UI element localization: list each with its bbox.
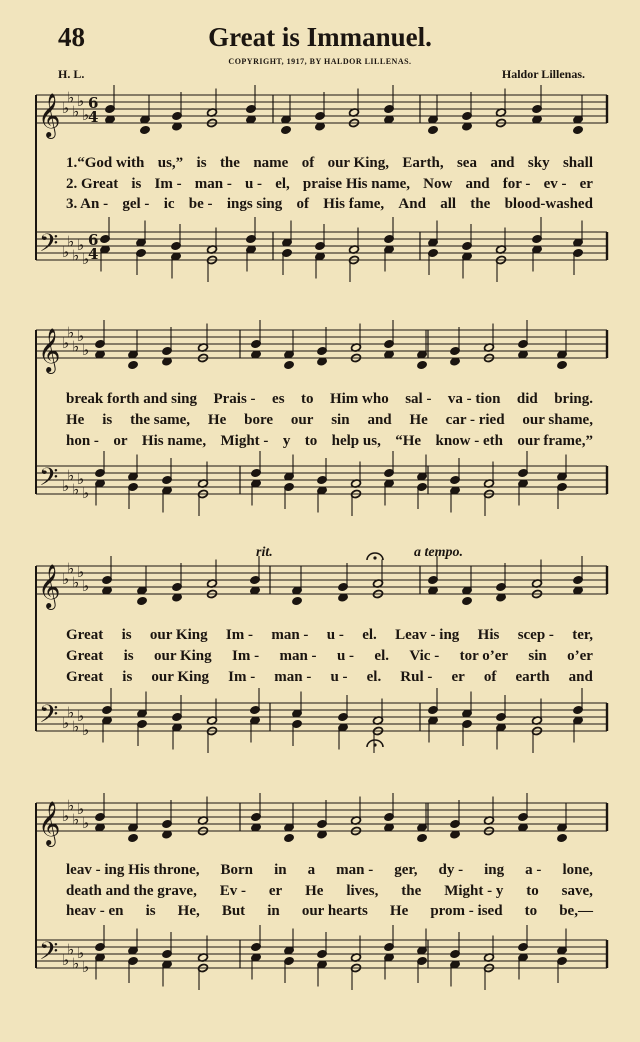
lyric-syllable: save, [561, 883, 593, 899]
lyric-syllable: Im - [232, 648, 260, 664]
lyric-syllable: er [268, 883, 283, 899]
lyric-syllable: car - ried [445, 412, 505, 428]
lyric-syllable: of [296, 196, 310, 212]
lyric-syllable: is [196, 155, 207, 171]
lyric-syllable: man - [271, 627, 309, 643]
flat-icon: ♭ [62, 99, 70, 117]
note-head [128, 833, 139, 842]
time-signature-top: 6 [88, 94, 99, 112]
flat-icon: ♭ [67, 88, 75, 107]
lyric-syllable: lone, [562, 862, 593, 878]
rit-marking: rit. [256, 545, 273, 560]
lyric-syllable: el. [374, 648, 389, 664]
lyric-syllable: hon - [66, 433, 99, 449]
flat-icon: ♭ [72, 717, 80, 736]
lyric-line [66, 883, 593, 900]
lyric-syllable: He [207, 412, 227, 428]
lyric-syllable: ger, [394, 862, 418, 878]
lyric-syllable: He [409, 412, 428, 428]
flat-icon: ♭ [67, 940, 75, 959]
lyric-syllable: Him who [329, 391, 389, 407]
lyric-syllable: 2. Great [66, 176, 119, 192]
note-head [281, 125, 292, 134]
lyric-syllable: u - [326, 627, 344, 643]
lyric-syllable: our hearts [301, 903, 368, 919]
flat-icon: ♭ [72, 337, 80, 356]
flat-icon: ♭ [62, 334, 70, 352]
lyric-line [66, 648, 593, 665]
lyric-syllable: shall [562, 155, 593, 171]
lyric-line [66, 196, 593, 213]
lyric-syllable: is [102, 412, 113, 428]
lyric-syllable: to [524, 903, 538, 919]
lyric-syllable: His name, [141, 433, 207, 449]
flat-icon: ♭ [62, 807, 70, 825]
flat-icon: ♭ [62, 714, 70, 732]
flat-icon: ♭ [82, 484, 90, 502]
lyric-line [66, 155, 593, 172]
lyric-syllable: sal - [405, 391, 432, 407]
note-head [284, 360, 295, 369]
lyric-syllable: our King [153, 648, 212, 664]
lyric-syllable: sky [527, 155, 550, 171]
lyric-syllable: and [490, 155, 515, 171]
lyric-syllable: u - [244, 176, 263, 192]
lyric-syllable: Great [66, 627, 104, 643]
time-signature-bottom: 4 [88, 108, 99, 126]
lyric-syllable: He [66, 412, 85, 428]
lyric-syllable: u - [336, 648, 355, 664]
flat-icon: ♭ [77, 944, 85, 962]
lyric-syllable: the [470, 196, 491, 212]
lyric-syllable: man - [279, 648, 317, 664]
flat-icon: ♭ [62, 243, 70, 261]
time-signature-bottom: 4 [88, 245, 99, 263]
lyric-syllable: is [145, 903, 156, 919]
lyric-syllable: the same, [130, 412, 191, 428]
flat-icon: ♭ [77, 236, 85, 254]
lyric-syllable: He [389, 903, 409, 919]
flat-icon: ♭ [77, 707, 85, 725]
copyright-notice: COPYRIGHT, 1917, BY HALDOR LILLENAS. [228, 57, 412, 66]
lyric-syllable: bore [244, 412, 273, 428]
lyric-syllable: Great [66, 648, 104, 664]
lyric-syllable: the [219, 155, 240, 171]
lyric-syllable: sea [456, 155, 477, 171]
lyric-syllable: But [221, 903, 246, 919]
note-head [417, 833, 428, 842]
note-head [428, 125, 439, 134]
note-head [557, 360, 568, 369]
lyric-syllable: is [131, 176, 142, 192]
lyric-syllable: gel - [122, 196, 150, 212]
lyric-syllable: name [253, 155, 289, 171]
flat-icon: ♭ [62, 951, 70, 969]
flat-icon: ♭ [72, 573, 80, 592]
lyric-syllable: to [301, 391, 314, 407]
flat-icon: ♭ [77, 92, 85, 110]
bass-clef-icon: 𝄢 [39, 463, 59, 498]
lyric-syllable: o’er [567, 648, 593, 664]
lyric-syllable: and [568, 669, 593, 685]
lyric-syllable: man - [336, 862, 374, 878]
lyric-syllable: el. [362, 627, 377, 643]
flat-icon: ♭ [62, 477, 70, 495]
lyric-syllable: the [401, 883, 422, 899]
lyric-line [66, 903, 593, 920]
flat-icon: ♭ [72, 480, 80, 499]
lyric-syllable: death and the grave, [66, 883, 197, 899]
flat-icon: ♭ [82, 341, 90, 359]
lyric-syllable: Rul - [400, 669, 433, 685]
flat-icon: ♭ [67, 703, 75, 722]
flat-icon: ♭ [82, 577, 90, 595]
lyric-syllable: Might - [220, 433, 269, 449]
note-head [284, 833, 295, 842]
lyric-syllable: Im - [154, 176, 182, 192]
flat-icon: ♭ [72, 246, 80, 265]
a-tempo-marking: a tempo. [414, 545, 463, 560]
lyric-syllable: sin [331, 412, 350, 428]
note-head [137, 596, 148, 605]
lyric-syllable: He [305, 883, 324, 899]
lyric-syllable: and [367, 412, 392, 428]
lyric-syllable: blood-washed [504, 196, 593, 212]
lyric-syllable: for - [502, 176, 531, 192]
lyric-syllable: er [579, 176, 593, 192]
flat-icon: ♭ [82, 814, 90, 832]
lyric-syllable: bring. [554, 391, 593, 407]
lyric-syllable: er [451, 669, 465, 685]
lyric-line [66, 391, 593, 408]
lyric-syllable: tor o’er [459, 648, 509, 664]
fermata-dot [373, 556, 376, 559]
bass-clef-icon: 𝄢 [39, 700, 59, 735]
lyric-syllable: prom - ised [430, 903, 503, 919]
flat-icon: ♭ [82, 250, 90, 268]
lyric-line [66, 412, 593, 429]
lyric-syllable: His fame, [323, 196, 385, 212]
lyric-line [66, 627, 593, 644]
lyric-syllable: ic [163, 196, 175, 212]
lyric-syllable: Might - y [444, 883, 504, 899]
lyric-syllable: our shame, [522, 412, 593, 428]
flat-icon: ♭ [82, 958, 90, 976]
flat-icon: ♭ [77, 800, 85, 818]
lyric-syllable: y [282, 433, 291, 449]
lyric-line [66, 669, 593, 686]
lyric-syllable: or [113, 433, 128, 449]
flat-icon: ♭ [67, 232, 75, 251]
lyric-syllable: His [477, 627, 500, 643]
lyric-syllable: did [516, 391, 538, 407]
flat-icon: ♭ [82, 106, 90, 124]
lyric-syllable: a - [525, 862, 542, 878]
flat-icon: ♭ [67, 466, 75, 485]
lyric-syllable: Earth, [402, 155, 444, 171]
lyric-line [66, 433, 593, 450]
lyric-syllable: sin [528, 648, 547, 664]
note-head [462, 596, 473, 605]
lyric-syllable: ings sing [226, 196, 283, 212]
lyric-syllable: heav - en [66, 903, 124, 919]
lyric-syllable: be,— [559, 903, 593, 919]
lyric-syllable: leav - ing His throne, [66, 862, 200, 878]
lyric-syllable: Im - [225, 627, 253, 643]
flat-icon: ♭ [72, 954, 80, 973]
lyric-syllable: 3. An - [66, 196, 109, 212]
flat-icon: ♭ [77, 327, 85, 345]
lyric-syllable: in [274, 862, 287, 878]
lyricist-credit: H. L. [58, 67, 85, 81]
lyric-syllable: help us, [331, 433, 381, 449]
lyric-syllable: lives, [346, 883, 379, 899]
lyric-syllable: man - [194, 176, 232, 192]
lyric-syllable: us,” [157, 155, 184, 171]
lyric-syllable: a [307, 862, 316, 878]
lyric-syllable: dy - [438, 862, 464, 878]
lyric-syllable: our frame,” [517, 433, 593, 449]
lyric-syllable: is [121, 627, 132, 643]
lyric-syllable: our King, [327, 155, 389, 171]
flat-icon: ♭ [62, 570, 70, 588]
lyric-syllable: of [301, 155, 315, 171]
flat-icon: ♭ [77, 563, 85, 581]
lyric-syllable: praise His name, [302, 176, 411, 192]
lyric-syllable: el. [366, 669, 382, 685]
lyric-syllable: earth [515, 669, 550, 685]
lyric-syllable: our [290, 412, 314, 428]
flat-icon: ♭ [77, 470, 85, 488]
lyric-syllable: is [123, 648, 134, 664]
lyric-syllable: Born [220, 862, 254, 878]
treble-clef-icon: 𝄞 [38, 93, 61, 137]
treble-clef-icon: 𝄞 [38, 564, 61, 608]
lyric-syllable: in [267, 903, 280, 919]
flat-icon: ♭ [67, 559, 75, 578]
lyric-syllable: Now [423, 176, 453, 192]
bass-clef-icon: 𝄢 [39, 937, 59, 972]
lyric-syllable: 1.“God with [66, 155, 145, 171]
lyric-syllable: va - tion [447, 391, 501, 407]
lyric-syllable: of [483, 669, 497, 685]
note-head [573, 125, 584, 134]
lyric-syllable: es [272, 391, 285, 407]
lyric-syllable: Great [66, 669, 104, 685]
lyric-syllable: to [526, 883, 539, 899]
fermata-dot [373, 743, 376, 746]
treble-clef-icon: 𝄞 [38, 328, 61, 372]
lyric-syllable: to [304, 433, 318, 449]
page-number: 48 [58, 22, 85, 52]
lyric-syllable: Vic - [409, 648, 440, 664]
lyric-syllable: “He [395, 433, 422, 449]
lyric-syllable: scep - [517, 627, 554, 643]
lyric-syllable: ter, [572, 627, 593, 643]
note-head [417, 360, 428, 369]
lyric-syllable: be - [188, 196, 213, 212]
lyric-syllable: ing [484, 862, 505, 878]
bass-clef-icon: 𝄢 [39, 229, 59, 264]
lyric-syllable: He, [177, 903, 200, 919]
note-head [557, 833, 568, 842]
flat-icon: ♭ [72, 102, 80, 121]
lyric-line [66, 176, 593, 193]
flat-icon: ♭ [82, 721, 90, 739]
lyric-syllable: our King [151, 669, 210, 685]
lyric-syllable: ev - [543, 176, 567, 192]
lyric-syllable: our King [149, 627, 208, 643]
flat-icon: ♭ [72, 810, 80, 829]
hymn-title: Great is Immanuel. [208, 22, 432, 52]
flat-icon: ♭ [67, 796, 75, 815]
lyric-line [66, 862, 593, 879]
note-head [128, 360, 139, 369]
lyric-syllable: know - eth [435, 433, 503, 449]
lyric-syllable: all [440, 196, 457, 212]
lyric-syllable: Im - [228, 669, 256, 685]
lyric-syllable: el, [275, 176, 290, 192]
lyric-syllable: is [122, 669, 133, 685]
lyric-syllable: And [398, 196, 426, 212]
lyric-syllable: Prais - [213, 391, 256, 407]
lyric-syllable: Leav - ing [395, 627, 460, 643]
note-head [292, 596, 303, 605]
composer-credit: Haldor Lillenas. [501, 67, 585, 81]
lyric-syllable: Ev - [219, 883, 246, 899]
lyric-syllable: and [465, 176, 490, 192]
note-head [140, 125, 151, 134]
time-signature-top: 6 [88, 231, 99, 249]
lyric-syllable: man - [274, 669, 312, 685]
lyric-syllable: break forth and sing [66, 391, 198, 407]
lyric-syllable: u - [330, 669, 348, 685]
flat-icon: ♭ [67, 323, 75, 342]
treble-clef-icon: 𝄞 [38, 801, 61, 845]
